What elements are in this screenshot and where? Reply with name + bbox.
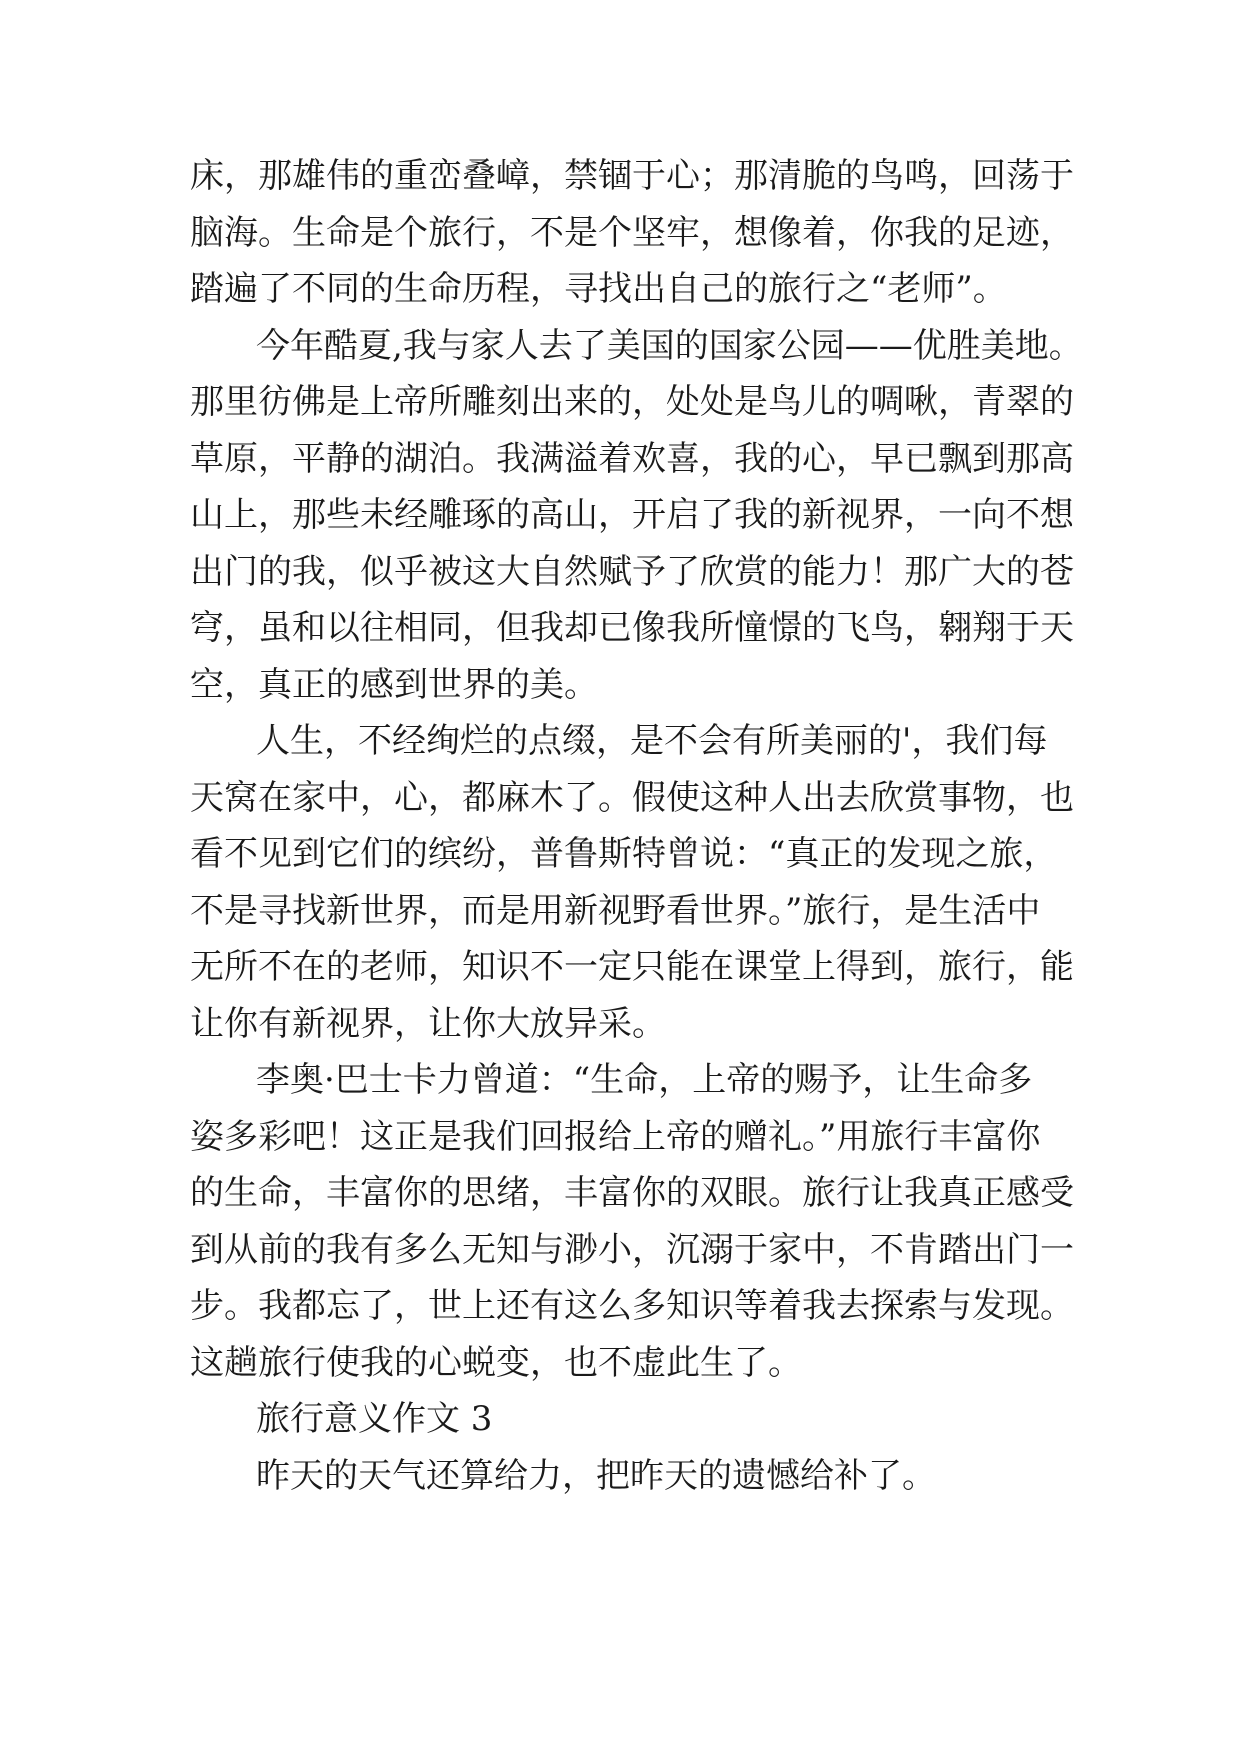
text-line: 让你有新视界，让你大放异采。 — [190, 1003, 666, 1044]
paragraph-first-line: 昨天的天气还算给力，把昨天的遗憾给补了。 — [256, 1455, 936, 1496]
text-line: 踏遍了不同的生命历程，寻找出自己的旅行之“老师”。 — [190, 269, 1007, 309]
text-line: 草原，平静的湖泊。我满溢着欢喜，我的心，早已飘到那高 — [190, 438, 1074, 479]
text-line: 看不见到它们的缤纷，普鲁斯特曾说：“真正的发现之旅， — [190, 834, 1058, 874]
text-line: 这趟旅行使我的心蜕变，也不虚此生了。 — [190, 1342, 802, 1383]
text-line: 穹，虽和以往相同，但我却已像我所憧憬的飞鸟，翱翔于天 — [190, 608, 1074, 648]
text-line: 脑海。生命是个旅行，不是个坚牢，想像着，你我的足迹， — [190, 212, 1074, 253]
paragraph-first-line: 李奥·巴士卡力曾道：“生命，上帝的赐予，让生命多 — [256, 1060, 1033, 1100]
text-line: 不是寻找新世界，而是用新视野看世界。”旅行，是生活中 — [190, 890, 1041, 931]
document-body — [190, 148, 1083, 1504]
text-line: 到从前的我有多么无知与渺小，沉溺于家中，不肯踏出门一 — [190, 1229, 1074, 1270]
text-line: 天窝在家中，心，都麻木了。假使这种人出去欣赏事物，也 — [190, 777, 1074, 818]
section-heading: 旅行意义作文 3 — [256, 1399, 493, 1439]
paragraph-first-line: 人生，不经绚烂的点缀，是不会有所美丽的'，我们每 — [256, 721, 1048, 761]
text-line: 姿多彩吧！这正是我们回报给上帝的赠礼。”用旅行丰富你 — [190, 1116, 1041, 1157]
paragraph-first-line: 今年酷夏,我与家人去了美国的国家公园——优胜美地。 — [256, 325, 1083, 366]
text-line: 出门的我，似乎被这大自然赋予了欣赏的能力！那广大的苍 — [190, 551, 1074, 592]
text-line: 山上，那些未经雕琢的高山，开启了我的新视界，一向不想 — [190, 495, 1074, 535]
text-line: 床，那雄伟的重峦叠嶂，禁锢于心；那清脆的鸟鸣，回荡于 — [190, 156, 1074, 196]
text-line: 无所不在的老师，知识不一定只能在课堂上得到，旅行，能 — [190, 947, 1074, 987]
text-line: 步。我都忘了，世上还有这么多知识等着我去探索与发现。 — [190, 1286, 1074, 1326]
text-line: 的生命，丰富你的思绪，丰富你的双眼。旅行让我真正感受 — [190, 1173, 1074, 1213]
text-line: 那里彷佛是上帝所雕刻出来的，处处是鸟儿的啁啾，青翠的 — [190, 382, 1074, 422]
text-line: 空，真正的感到世界的美。 — [190, 664, 598, 705]
